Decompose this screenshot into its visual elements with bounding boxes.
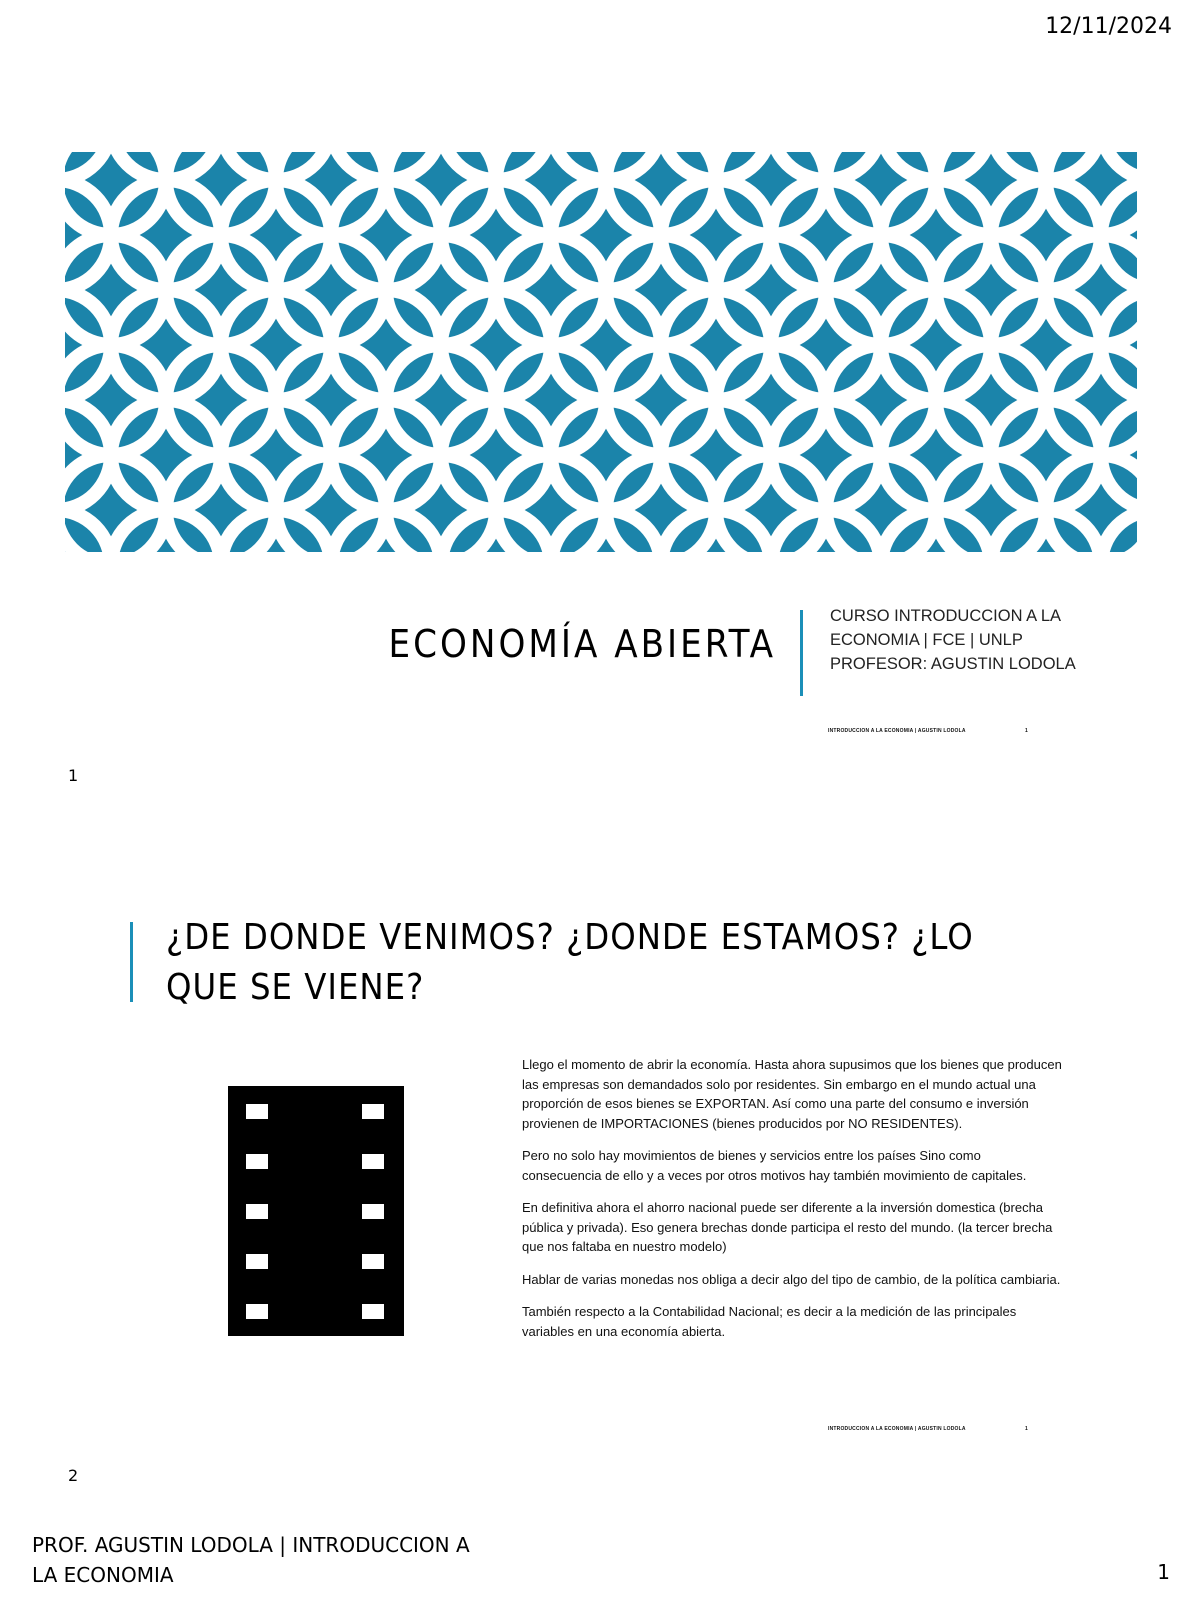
footer-line: PROF. AGUSTIN LODOLA | INTRODUCCION A [32,1533,470,1557]
body-paragraph: También respecto a la Contabilidad Nacional; es decir a la medición de las principales variables en una economía abierta. [522,1304,1017,1339]
body-paragraph: En definitiva ahora el ahorro nacional puede ser diferente a la inversión domestica (brecha pública y privada). Eso genera brechas donde participa el resto del mundo. (la tercer brecha que nos faltaba en nuestro modelo) [522,1200,1053,1254]
slide-page-number: 1 [1025,728,1028,734]
slide-footer: INTRODUCCION A LA ECONOMIA | AGUSTIN LODOLA [828,728,966,734]
page-date: 12/11/2024 [1045,14,1172,39]
body-paragraph: Pero no solo hay movimientos de bienes y servicios entre los países Sino como consecuencia de ello y a veces por otros motivos hay también movimiento de capitales. [522,1148,1027,1183]
page-footer-text [32,1530,532,1590]
slide-1 [0,0,1200,790]
slide-body [522,1055,1062,1354]
slide-title [166,913,996,1013]
footer-line: LA ECONOMIA [32,1563,174,1587]
slide-footer: INTRODUCCION A LA ECONOMIA | AGUSTIN LODOLA [828,1426,966,1432]
slide-number: 1 [68,766,79,785]
subtitle-line: PROFESOR: AGUSTIN LODOLA [830,655,1076,673]
subtitle-line: CURSO INTRODUCCION A LA [830,607,1062,625]
page-number: 1 [1157,1560,1170,1584]
subtitle-line: ECONOMIA | FCE | UNLP [830,631,1023,649]
title-line: ¿DE DONDE VENIMOS? ¿DONDE ESTAMOS? ¿LO [166,917,974,958]
slide-page-number: 1 [1025,1426,1028,1432]
body-paragraph: Hablar de varias monedas nos obliga a decir algo del tipo de cambio, de la política cambiaria. [522,1271,1061,1287]
slide-subtitle [830,604,1076,676]
decorative-banner [65,152,1137,552]
slide-number: 2 [68,1466,79,1485]
title-line: QUE SE VIENE? [166,967,425,1008]
film-strip-icon [228,1086,404,1336]
slide-title: ECONOMÍA ABIERTA [388,622,776,666]
title-accent-bar [130,922,133,1002]
body-paragraph: Llego el momento de abrir la economía. Hasta ahora supusimos que los bienes que producen las empresas son demandados solo por residentes. Sin embargo en el mundo actual una proporción de esos bienes se EXPORTAN. Así como una parte del consumo e inversión provienen de IMPORTACIONES (bienes producidos por NO RESIDENTES). [522,1057,1062,1131]
title-divider [800,610,803,696]
